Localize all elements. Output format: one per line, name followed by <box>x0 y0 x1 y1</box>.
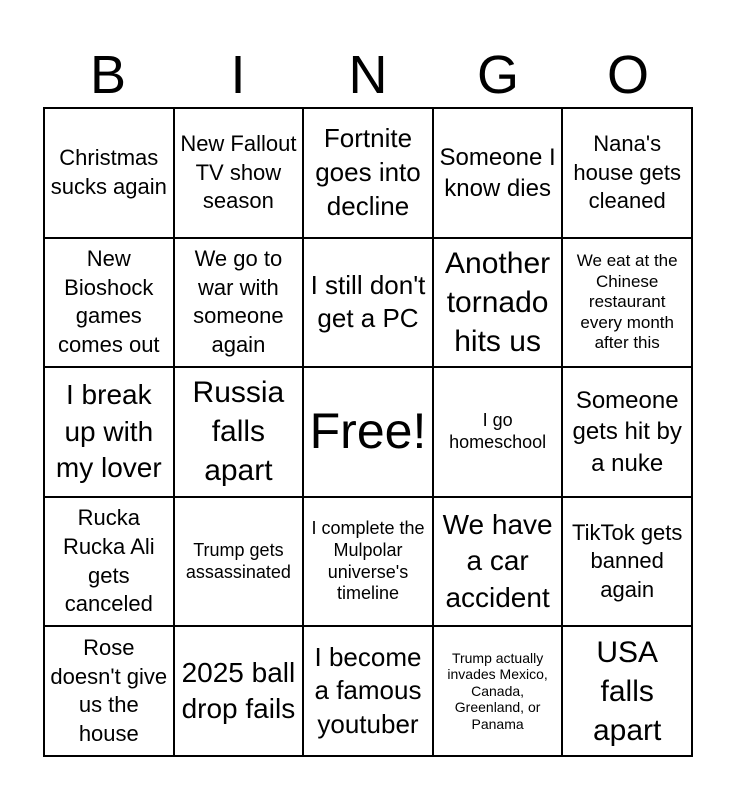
bingo-cell[interactable]: I break up with my lover <box>44 367 174 497</box>
bingo-cell[interactable]: We go to war with someone again <box>174 238 304 368</box>
bingo-cell[interactable]: Trump gets assassinated <box>174 497 304 627</box>
bingo-cell[interactable]: USA falls apart <box>562 626 692 756</box>
bingo-cell[interactable]: Someone gets hit by a nuke <box>562 367 692 497</box>
bingo-cell[interactable]: Trump actually invades Mexico, Canada, Greenland, or Panama <box>433 626 563 756</box>
bingo-cell[interactable]: Rose doesn't give us the house <box>44 626 174 756</box>
bingo-header <box>43 46 693 104</box>
header-letter-i: I <box>230 45 246 105</box>
bingo-cell[interactable]: 2025 ball drop fails <box>174 626 304 756</box>
bingo-cell[interactable]: Fortnite goes into decline <box>303 108 433 238</box>
free-space-cell[interactable]: Free! <box>303 367 433 497</box>
header-letter-b: B <box>89 45 127 105</box>
bingo-cell[interactable]: We have a car accident <box>433 497 563 627</box>
bingo-cell[interactable]: Someone I know dies <box>433 108 563 238</box>
header-letter-o: O <box>606 45 649 105</box>
bingo-cell[interactable]: We eat at the Chinese restaurant every month after this <box>562 238 692 368</box>
bingo-cell[interactable]: Christmas sucks again <box>44 108 174 238</box>
bingo-cell[interactable]: I still don't get a PC <box>303 238 433 368</box>
bingo-grid <box>43 107 693 757</box>
bingo-cell[interactable]: New Fallout TV show season <box>174 108 304 238</box>
header-letter-g: G <box>476 45 519 105</box>
bingo-cell[interactable]: I complete the Mulpolar universe's timeline <box>303 497 433 627</box>
bingo-cell[interactable]: Russia falls apart <box>174 367 304 497</box>
bingo-cell[interactable]: Nana's house gets cleaned <box>562 108 692 238</box>
header-letter-n: N <box>348 45 388 105</box>
bingo-cell[interactable]: New Bioshock games comes out <box>44 238 174 368</box>
bingo-cell[interactable]: Another tornado hits us <box>433 238 563 368</box>
bingo-cell[interactable]: Rucka Rucka Ali gets canceled <box>44 497 174 627</box>
bingo-cell[interactable]: I go homeschool <box>433 367 563 497</box>
bingo-cell[interactable]: TikTok gets banned again <box>562 497 692 627</box>
bingo-cell[interactable]: I become a famous youtuber <box>303 626 433 756</box>
